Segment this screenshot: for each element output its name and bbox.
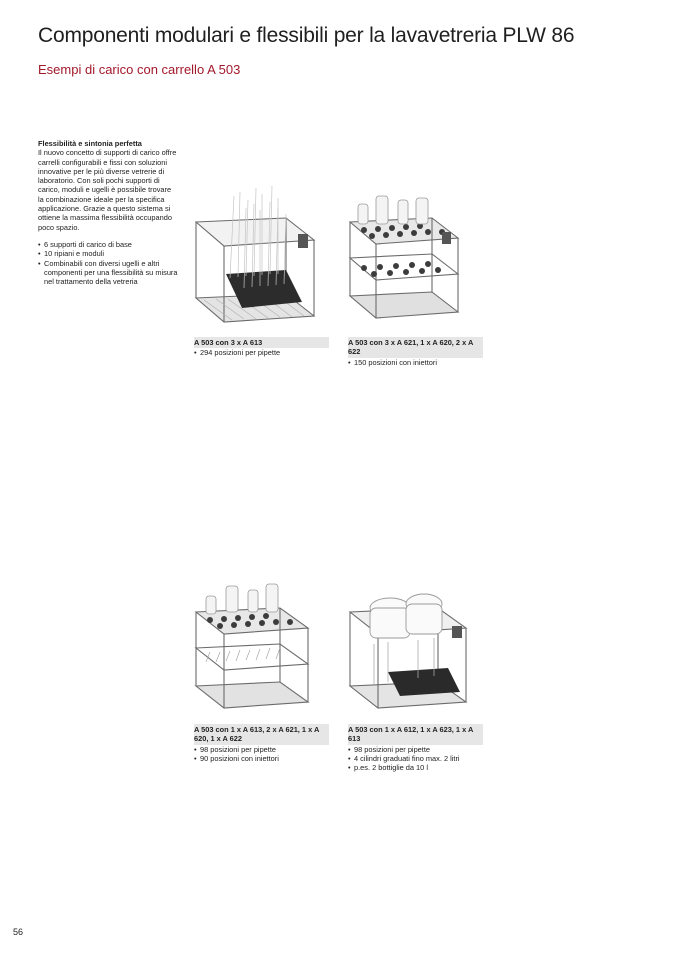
product-heading: A 503 con 3 x A 621, 1 x A 620, 2 x A 622 <box>348 337 483 358</box>
rack-photo-cylinders <box>344 574 474 720</box>
intro-bullet: • Combinabili con diversi ugelli e altri componenti per una flessibilità su misura nel trattamento della vetreria <box>38 259 178 287</box>
intro-bullets <box>38 240 178 286</box>
intro-block <box>38 139 178 286</box>
intro-heading: Flessibilità e sintonia perfetta <box>38 139 142 148</box>
product-heading: A 503 con 3 x A 613 <box>194 337 329 348</box>
rack-photo-pipettes <box>190 178 332 330</box>
product-bullet: • 4 cilindri graduati fino max. 2 litri <box>348 754 483 763</box>
page-subtitle: Esempi di carico con carrello A 503 <box>38 62 241 77</box>
product-bullet: • 98 posizioni per pipette <box>194 745 329 754</box>
product-caption-1 <box>194 337 329 358</box>
intro-body: Il nuovo concetto di supporti di carico offre carrelli configurabili e fissi con soluzioni innovative per le più diverse vetrerie di laboratorio. Con soli pochi supporti di carico, moduli e ugelli è possibile trovare la combinazione ideale per la specifica applicazione. Grazie a questo sistema si ottiene la massima flessibilità occupando poco spazio. <box>38 148 177 232</box>
intro-bullet: • 6 supporti di carico di base <box>38 240 178 249</box>
page-number: 56 <box>13 927 24 937</box>
rack-photo-mixed <box>192 574 314 720</box>
page-title: Componenti modulari e flessibili per la lavavetreria PLW 86 <box>38 24 575 47</box>
product-caption-2 <box>348 337 483 367</box>
intro-bullet: • 10 ripiani e moduli <box>38 249 178 258</box>
product-bullets <box>348 358 483 367</box>
product-heading: A 503 con 1 x A 612, 1 x A 623, 1 x A 613 <box>348 724 483 745</box>
product-caption-4 <box>348 724 483 772</box>
product-bullets <box>194 348 329 357</box>
rack-photo-injectors <box>346 186 464 330</box>
product-bullet: • 90 posizioni con iniettori <box>194 754 329 763</box>
product-bullet: • 98 posizioni per pipette <box>348 745 483 754</box>
product-bullets <box>194 745 329 764</box>
product-bullet: • 294 posizioni per pipette <box>194 348 329 357</box>
product-heading: A 503 con 1 x A 613, 2 x A 621, 1 x A 620, 1 x A 622 <box>194 724 329 745</box>
product-caption-3 <box>194 724 329 763</box>
product-bullet: • 150 posizioni con iniettori <box>348 358 483 367</box>
product-bullet: • p.es. 2 bottiglie da 10 l <box>348 763 483 772</box>
product-bullets <box>348 745 483 773</box>
